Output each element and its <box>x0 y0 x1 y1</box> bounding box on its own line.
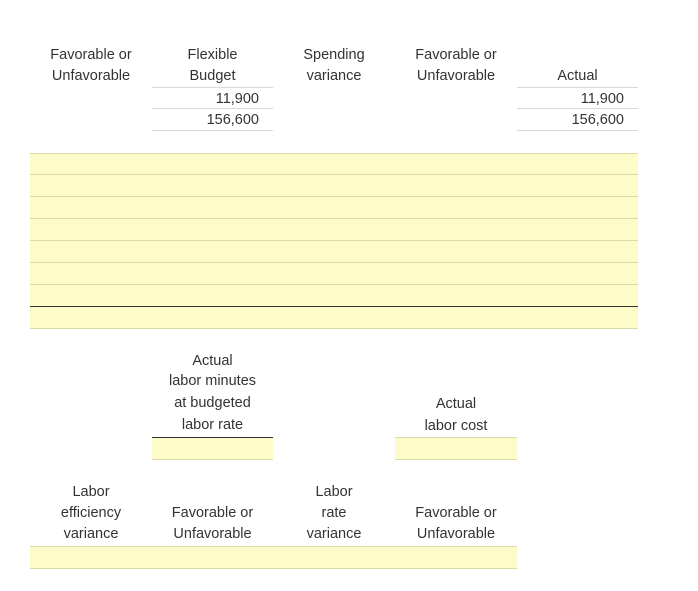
header-line: variance <box>306 68 362 84</box>
header-line: Unfavorable <box>416 526 496 542</box>
input-variance-row[interactable] <box>30 546 517 569</box>
header-favorable-or-unfavorable-4 <box>395 503 517 545</box>
header-favorable-or-unfavorable-3 <box>152 503 273 545</box>
header-favorable-or-unfavorable-1 <box>30 45 152 87</box>
header-line: Actual <box>192 353 233 369</box>
header-line: rate <box>321 505 347 521</box>
header-labor-efficiency-variance <box>30 482 152 545</box>
header-line: Labor <box>72 484 110 500</box>
header-favorable-or-unfavorable-2 <box>395 45 517 87</box>
input-row-5[interactable] <box>30 241 638 263</box>
input-row-7[interactable] <box>30 285 638 307</box>
header-line: Favorable or <box>50 47 132 63</box>
input-row-6[interactable] <box>30 263 638 285</box>
header-line: Favorable or <box>415 505 497 521</box>
header-actual-labor-minutes-at-budgeted-rate <box>152 351 273 437</box>
flexible-budget-value-2: 156,600 <box>152 109 273 131</box>
header-line: labor minutes <box>168 373 257 389</box>
header-line: Unfavorable <box>173 526 252 542</box>
header-line: Unfavorable <box>51 68 131 84</box>
header-line: Actual <box>557 68 598 84</box>
input-row-1[interactable] <box>30 153 638 175</box>
header-line: variance <box>63 526 119 542</box>
header-line: at budgeted <box>174 395 251 411</box>
header-line: Budget <box>189 68 236 84</box>
actual-value-2: 156,600 <box>517 109 638 131</box>
input-actual-minutes-budgeted-rate[interactable] <box>152 437 273 460</box>
header-labor-rate-variance <box>273 482 395 545</box>
input-row-4[interactable] <box>30 219 638 241</box>
header-flexible-budget <box>152 45 273 87</box>
header-line: Labor <box>315 484 353 500</box>
header-actual-labor-cost <box>395 394 517 438</box>
input-actual-labor-cost[interactable] <box>395 437 517 460</box>
header-line: labor rate <box>181 417 244 433</box>
header-spending-variance <box>273 45 395 87</box>
header-line: labor cost <box>424 418 488 434</box>
header-line: Favorable or <box>171 505 254 521</box>
header-line: Spending <box>303 47 365 63</box>
header-line: Actual <box>435 396 477 412</box>
input-row-3[interactable] <box>30 197 638 219</box>
header-line: Flexible <box>187 47 238 63</box>
flexible-budget-value-1: 11,900 <box>152 87 273 109</box>
header-line: Unfavorable <box>416 68 496 84</box>
header-actual <box>517 66 638 87</box>
header-line: efficiency <box>60 505 122 521</box>
input-row-2[interactable] <box>30 175 638 197</box>
header-line: variance <box>306 526 362 542</box>
header-line: Favorable or <box>415 47 497 63</box>
input-row-total[interactable] <box>30 307 638 329</box>
actual-value-1: 11,900 <box>517 87 638 109</box>
